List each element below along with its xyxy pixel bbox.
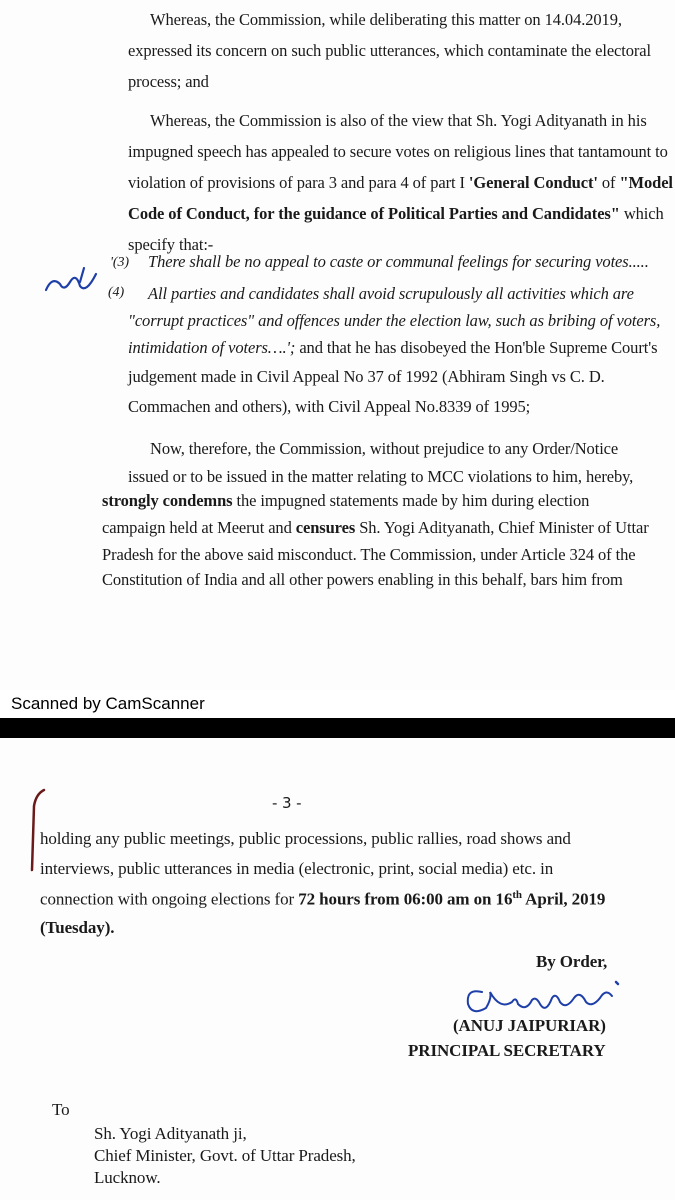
para1-line3: process; and <box>128 72 209 91</box>
address-line3: Lucknow. <box>94 1168 161 1187</box>
signatory-name: (ANUJ JAIPURIAR) <box>453 1016 606 1035</box>
para3-line6: Constitution of India and all other powers enabling in this behalf, bars him from <box>102 570 623 589</box>
page2-line2: interviews, public utterances in media (electronic, print, social media) etc. in <box>40 859 554 878</box>
page2-line1: holding any public meetings, public processions, public rallies, road shows and <box>40 829 571 848</box>
address-line2: Chief Minister, Govt. of Uttar Pradesh, <box>94 1146 356 1165</box>
address-line1: Sh. Yogi Adityanath ji, <box>94 1124 247 1143</box>
para3-line4: campaign held at Meerut and censures Sh. Yogi Adityanath, Chief Minister of Uttar <box>102 518 649 537</box>
by-order-label: By Order, <box>536 952 608 971</box>
page2-line3: connection with ongoing elections for 72 hours from 06:00 am on 16th April, 2019 <box>40 889 606 909</box>
document-page-2 <box>0 738 675 1200</box>
scanner-watermark-bar <box>0 690 675 718</box>
quote4-number: (4) <box>108 285 125 300</box>
para3-line1: Now, therefore, the Commission, without prejudice to any Order/Notice <box>150 439 619 458</box>
page-separator <box>0 718 675 738</box>
para2-line3: violation of provisions of para 3 and para 4 of part I 'General Conduct' of "Model <box>128 173 673 192</box>
quote4-line2: "corrupt practices" and offences under the election law, such as bribing of voters, <box>128 311 661 330</box>
scanner-label: Scanned by CamScanner <box>11 694 205 713</box>
para3-line5: Pradesh for the above said misconduct. The Commission, under Article 324 of the <box>102 545 636 564</box>
para2-line2: impugned speech has appealed to secure votes on religious lines that tantamount to <box>128 142 668 161</box>
signatory-title: PRINCIPAL SECRETARY <box>408 1041 606 1060</box>
para2-line1: Whereas, the Commission is also of the view that Sh. Yogi Adityanath in his <box>150 111 647 130</box>
para2-line5: specify that:- <box>128 235 214 254</box>
quote3-text: There shall be no appeal to caste or communal feelings for securing votes..... <box>148 252 649 271</box>
para2-line4: Code of Conduct, for the guidance of Political Parties and Candidates" which <box>128 204 664 223</box>
quote4-line1: All parties and candidates shall avoid scrupulously all activities which are <box>148 284 634 303</box>
to-label: To <box>52 1100 70 1119</box>
quote4-line5: Commachen and others), with Civil Appeal No.8339 of 1995; <box>128 397 531 416</box>
quote4-line3: intimidation of voters….'; and that he has disobeyed the Hon'ble Supreme Court's <box>128 338 658 357</box>
quote4-line4: judgement made in Civil Appeal No 37 of 1992 (Abhiram Singh vs C. D. <box>128 367 605 386</box>
para1-line2: expressed its concern on such public utterances, which contaminate the electoral <box>128 41 652 60</box>
handwritten-margin-note <box>40 262 100 302</box>
para3-line3: strongly condemns the impugned statements made by him during election <box>102 491 590 510</box>
page2-line4: (Tuesday). <box>40 918 115 937</box>
page-number: - 3 - <box>272 794 302 812</box>
para1-line1: Whereas, the Commission, while deliberating this matter on 14.04.2019, <box>150 10 622 29</box>
para3-line2: issued or to be issued in the matter relating to MCC violations to him, hereby, <box>128 467 634 486</box>
quote3-number: '(3) <box>110 255 129 270</box>
